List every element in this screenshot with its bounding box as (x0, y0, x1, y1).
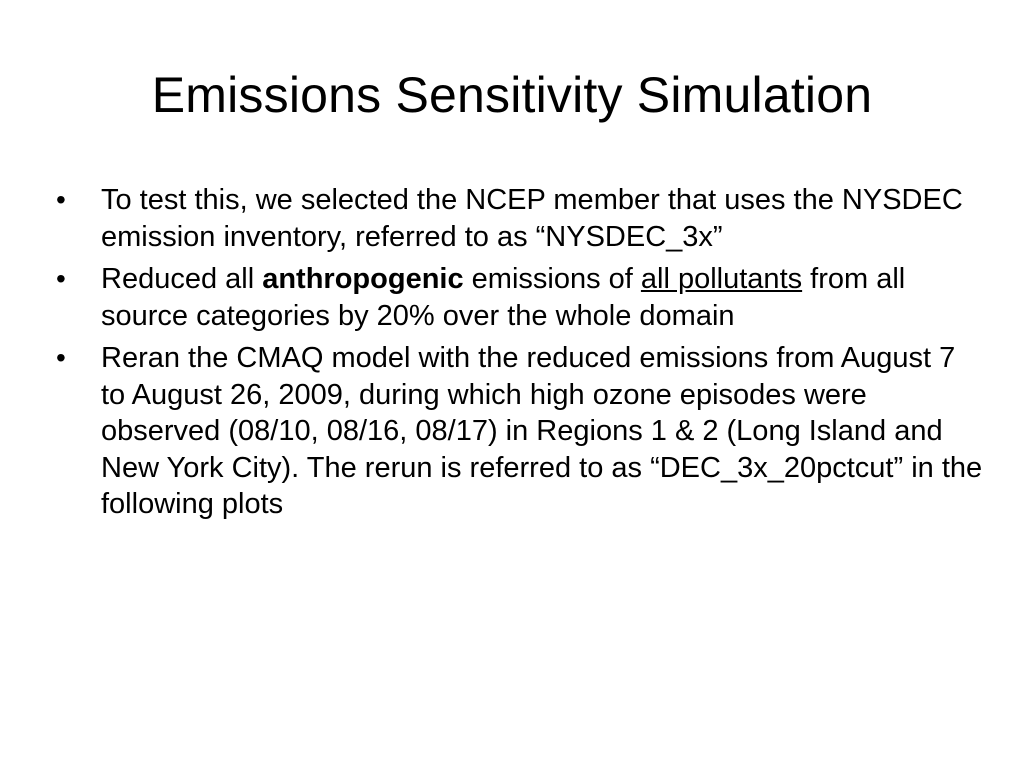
bullet-marker-icon: • (56, 184, 66, 215)
bullet-text-underlined: all pollutants (640, 263, 803, 295)
bullet-marker-icon: • (56, 263, 66, 294)
bullet-text-part3: from all source categories by 20% over the whole domain (101, 263, 906, 332)
bullet-item-3 (56, 340, 986, 523)
bullet-text-part2: emissions of (463, 263, 641, 295)
bullet-item-1 (56, 182, 986, 255)
bullet-text-part1: Reduced all (101, 263, 263, 295)
bullet-text: To test this, we selected the NCEP member that uses the NYSDEC emission inventory, referred to as “NYSDEC_3x” (101, 184, 963, 253)
bullet-text: Reran the CMAQ model with the reduced emissions from August 7 to August 26, 2009, during which high ozone episodes were observed (08/10, 08/16, 08/17) in Regions 1 & 2 (Long Island and New York City). The rerun is referred to as “DEC_3x_20pctcut” in the following plots (101, 342, 983, 520)
slide-title: Emissions Sensitivity Simulation (151, 67, 873, 123)
bullet-text-bold: anthropogenic (262, 263, 464, 295)
bullet-item-2 (56, 261, 986, 334)
bullet-marker-icon: • (56, 342, 66, 373)
bullet-list (56, 182, 986, 529)
